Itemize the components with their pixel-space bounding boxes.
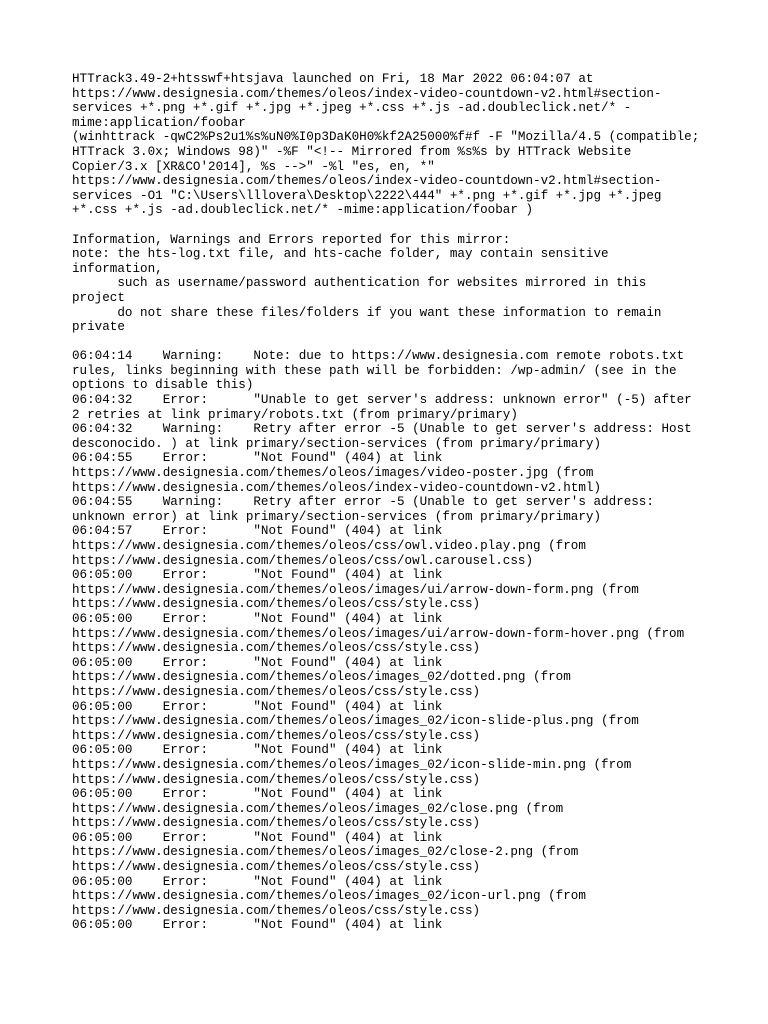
log-line: https://www.designesia.com/themes/oleos/images_02/close.png (from	[72, 801, 564, 816]
log-line: 06:04:55 Warning: Retry after error -5 (Unable to get server's address:	[72, 495, 654, 510]
log-text-block	[72, 72, 712, 933]
log-line: 06:05:00 Error: "Not Found" (404) at link	[72, 699, 443, 714]
log-line: 2 retries at link primary/robots.txt (from primary/primary)	[72, 407, 518, 422]
log-line: https://www.designesia.com/themes/oleos/images/ui/arrow-down-form.png (from	[72, 582, 639, 597]
log-line: https://www.designesia.com/themes/oleos/css/style.css)	[72, 597, 481, 612]
log-line: 06:05:00 Error: "Not Found" (404) at link	[72, 568, 443, 583]
log-line: https://www.designesia.com/themes/oleos/css/style.css)	[72, 903, 481, 918]
log-line: https://www.designesia.com/themes/oleos/css/style.css)	[72, 728, 481, 743]
log-line: +*.css +*.js -ad.doubleclick.net/* -mime:application/foobar )	[72, 203, 534, 218]
log-line: https://www.designesia.com/themes/oleos/css/style.css)	[72, 816, 481, 831]
log-line: Information, Warnings and Errors reported for this mirror:	[72, 232, 511, 247]
log-line: 06:05:00 Error: "Not Found" (404) at link	[72, 743, 443, 758]
log-line: https://www.designesia.com/themes/oleos/css/style.css)	[72, 772, 481, 787]
log-line: https://www.designesia.com/themes/oleos/css/owl.carousel.css)	[72, 553, 534, 568]
log-line: https://www.designesia.com/themes/oleos/images_02/icon-url.png (from	[72, 889, 586, 904]
log-line: 06:04:32 Error: "Unable to get server's address: unknown error" (-5) after	[72, 393, 692, 408]
log-line: https://www.designesia.com/themes/oleos/index-video-countdown-v2.html)	[72, 480, 602, 495]
log-line: 06:04:32 Warning: Retry after error -5 (Unable to get server's address: Host	[72, 422, 692, 437]
log-line: https://www.designesia.com/themes/oleos/css/owl.video.play.png (from	[72, 539, 586, 553]
log-line: https://www.designesia.com/themes/oleos/images_02/dotted.png (from	[72, 670, 571, 685]
log-line: https://www.designesia.com/themes/oleos/index-video-countdown-v2.html#section-	[72, 174, 662, 189]
log-line: https://www.designesia.com/themes/oleos/images_02/icon-slide-plus.png (from	[72, 714, 639, 729]
log-line: 06:04:57 Error: "Not Found" (404) at link	[72, 524, 443, 539]
log-line: project	[72, 290, 125, 305]
log-line: such as username/password authentication for websites mirrored in this	[72, 276, 647, 291]
log-line: 06:05:00 Error: "Not Found" (404) at link	[72, 918, 443, 933]
log-line: HTTrack 3.0x; Windows 98)" -%F "<!-- Mirrored from %s%s by HTTrack Website	[72, 144, 632, 159]
log-line: https://www.designesia.com/themes/oleos/images_02/close-2.png (from	[72, 845, 579, 860]
log-line: do not share these files/folders if you want these information to remain	[72, 305, 662, 320]
log-line: 06:04:55 Error: "Not Found" (404) at link	[72, 451, 443, 466]
log-line: https://www.designesia.com/themes/oleos/index-video-countdown-v2.html#section-	[72, 86, 662, 101]
log-line: information,	[72, 261, 163, 276]
log-line: 06:05:00 Error: "Not Found" (404) at link	[72, 830, 443, 845]
log-line: unknown error) at link primary/section-services (from primary/primary)	[72, 509, 602, 524]
log-line: 06:05:00 Error: "Not Found" (404) at link	[72, 874, 443, 889]
log-line: private	[72, 320, 125, 335]
log-line: options to disable this)	[72, 378, 254, 393]
log-line: note: the hts-log.txt file, and hts-cache folder, may contain sensitive	[72, 247, 609, 262]
log-line: https://www.designesia.com/themes/oleos/images/ui/arrow-down-form-hover.png (from	[72, 626, 685, 641]
log-line: services +*.png +*.gif +*.jpg +*.jpeg +*.css +*.js -ad.doubleclick.net/* -	[72, 101, 632, 116]
log-line: https://www.designesia.com/themes/oleos/css/style.css)	[72, 641, 481, 656]
log-line	[72, 218, 712, 233]
log-line: desconocido. ) at link primary/section-services (from primary/primary)	[72, 436, 602, 451]
log-line: 06:05:00 Error: "Not Found" (404) at link	[72, 611, 443, 626]
log-line: https://www.designesia.com/themes/oleos/css/style.css)	[72, 860, 481, 875]
log-line: 06:05:00 Error: "Not Found" (404) at link	[72, 655, 443, 670]
log-line: 06:05:00 Error: "Not Found" (404) at link	[72, 787, 443, 802]
log-line: rules, links beginning with these path will be forbidden: /wp-admin/ (see in the	[72, 363, 677, 378]
log-line: (winhttrack -qwC2%Ps2u1%s%uN0%I0p3DaK0H0%kf2A25000%f#f -F "Mozilla/4.5 (compatible;	[72, 130, 700, 145]
log-line: services -O1 "C:\Users\lllovera\Desktop\2222\444" +*.png +*.gif +*.jpg +*.jpeg	[72, 188, 662, 203]
log-document	[72, 72, 712, 933]
log-line: https://www.designesia.com/themes/oleos/css/style.css)	[72, 684, 481, 699]
log-line: https://www.designesia.com/themes/oleos/images_02/icon-slide-min.png (from	[72, 757, 632, 772]
log-line: https://www.designesia.com/themes/oleos/images/video-poster.jpg (from	[72, 466, 594, 481]
log-line: mime:application/foobar	[72, 115, 246, 130]
log-line: HTTrack3.49-2+htsswf+htsjava launched on Fri, 18 Mar 2022 06:04:07 at	[72, 72, 594, 86]
log-line: 06:04:14 Warning: Note: due to https://www.designesia.com remote robots.txt	[72, 349, 685, 364]
log-line: Copier/3.x [XR&CO'2014], %s -->" -%l "es, en, *"	[72, 159, 435, 174]
log-line	[72, 335, 712, 350]
